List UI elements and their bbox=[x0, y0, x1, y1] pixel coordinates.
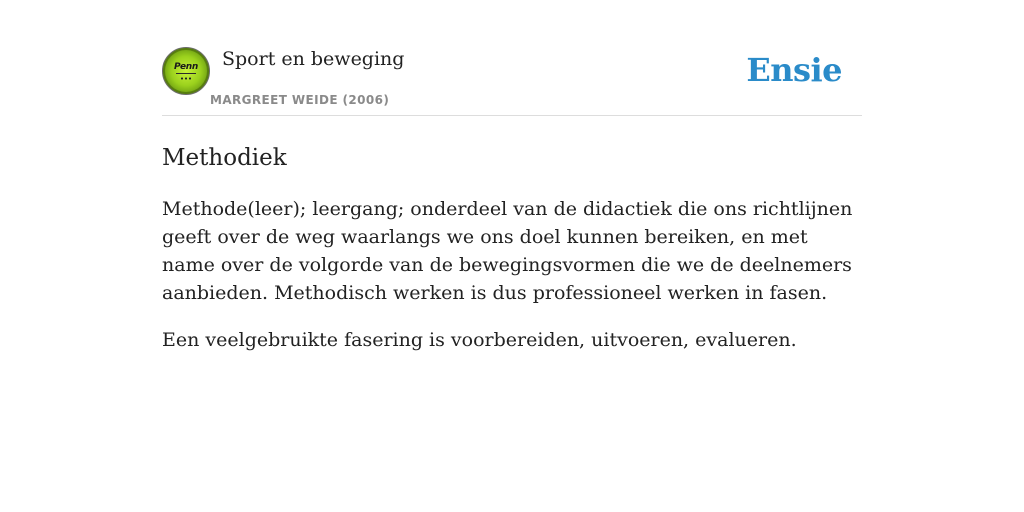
article-paragraph: Een veelgebruikte fasering is voorbereiden, uitvoeren, evalueren. bbox=[162, 329, 797, 351]
avatar-logo-text: Penn bbox=[173, 62, 199, 72]
category-link[interactable]: Sport en beweging bbox=[222, 48, 405, 70]
avatar-logo-dots bbox=[180, 77, 192, 80]
article-paragraph: Methode(leer); leergang; onderdeel van de didactiek die ons richtlijnen geeft over de weg waarlangs we ons doel kunnen bereiken, en met name over de volgorde van de bewegingsvormen die we de deelnemers aanbieden. Methodisch werken is dus professioneel werken in fasen. bbox=[162, 198, 853, 304]
article-header bbox=[162, 0, 862, 116]
avatar-logo-line bbox=[176, 73, 196, 74]
tennis-ball-icon[interactable] bbox=[162, 47, 210, 95]
article-card bbox=[162, 0, 862, 354]
brand-logo[interactable]: Ensie bbox=[746, 51, 842, 89]
author-label: MARGREET WEIDE (2006) bbox=[210, 93, 390, 107]
article-title: Methodiek bbox=[162, 145, 287, 171]
